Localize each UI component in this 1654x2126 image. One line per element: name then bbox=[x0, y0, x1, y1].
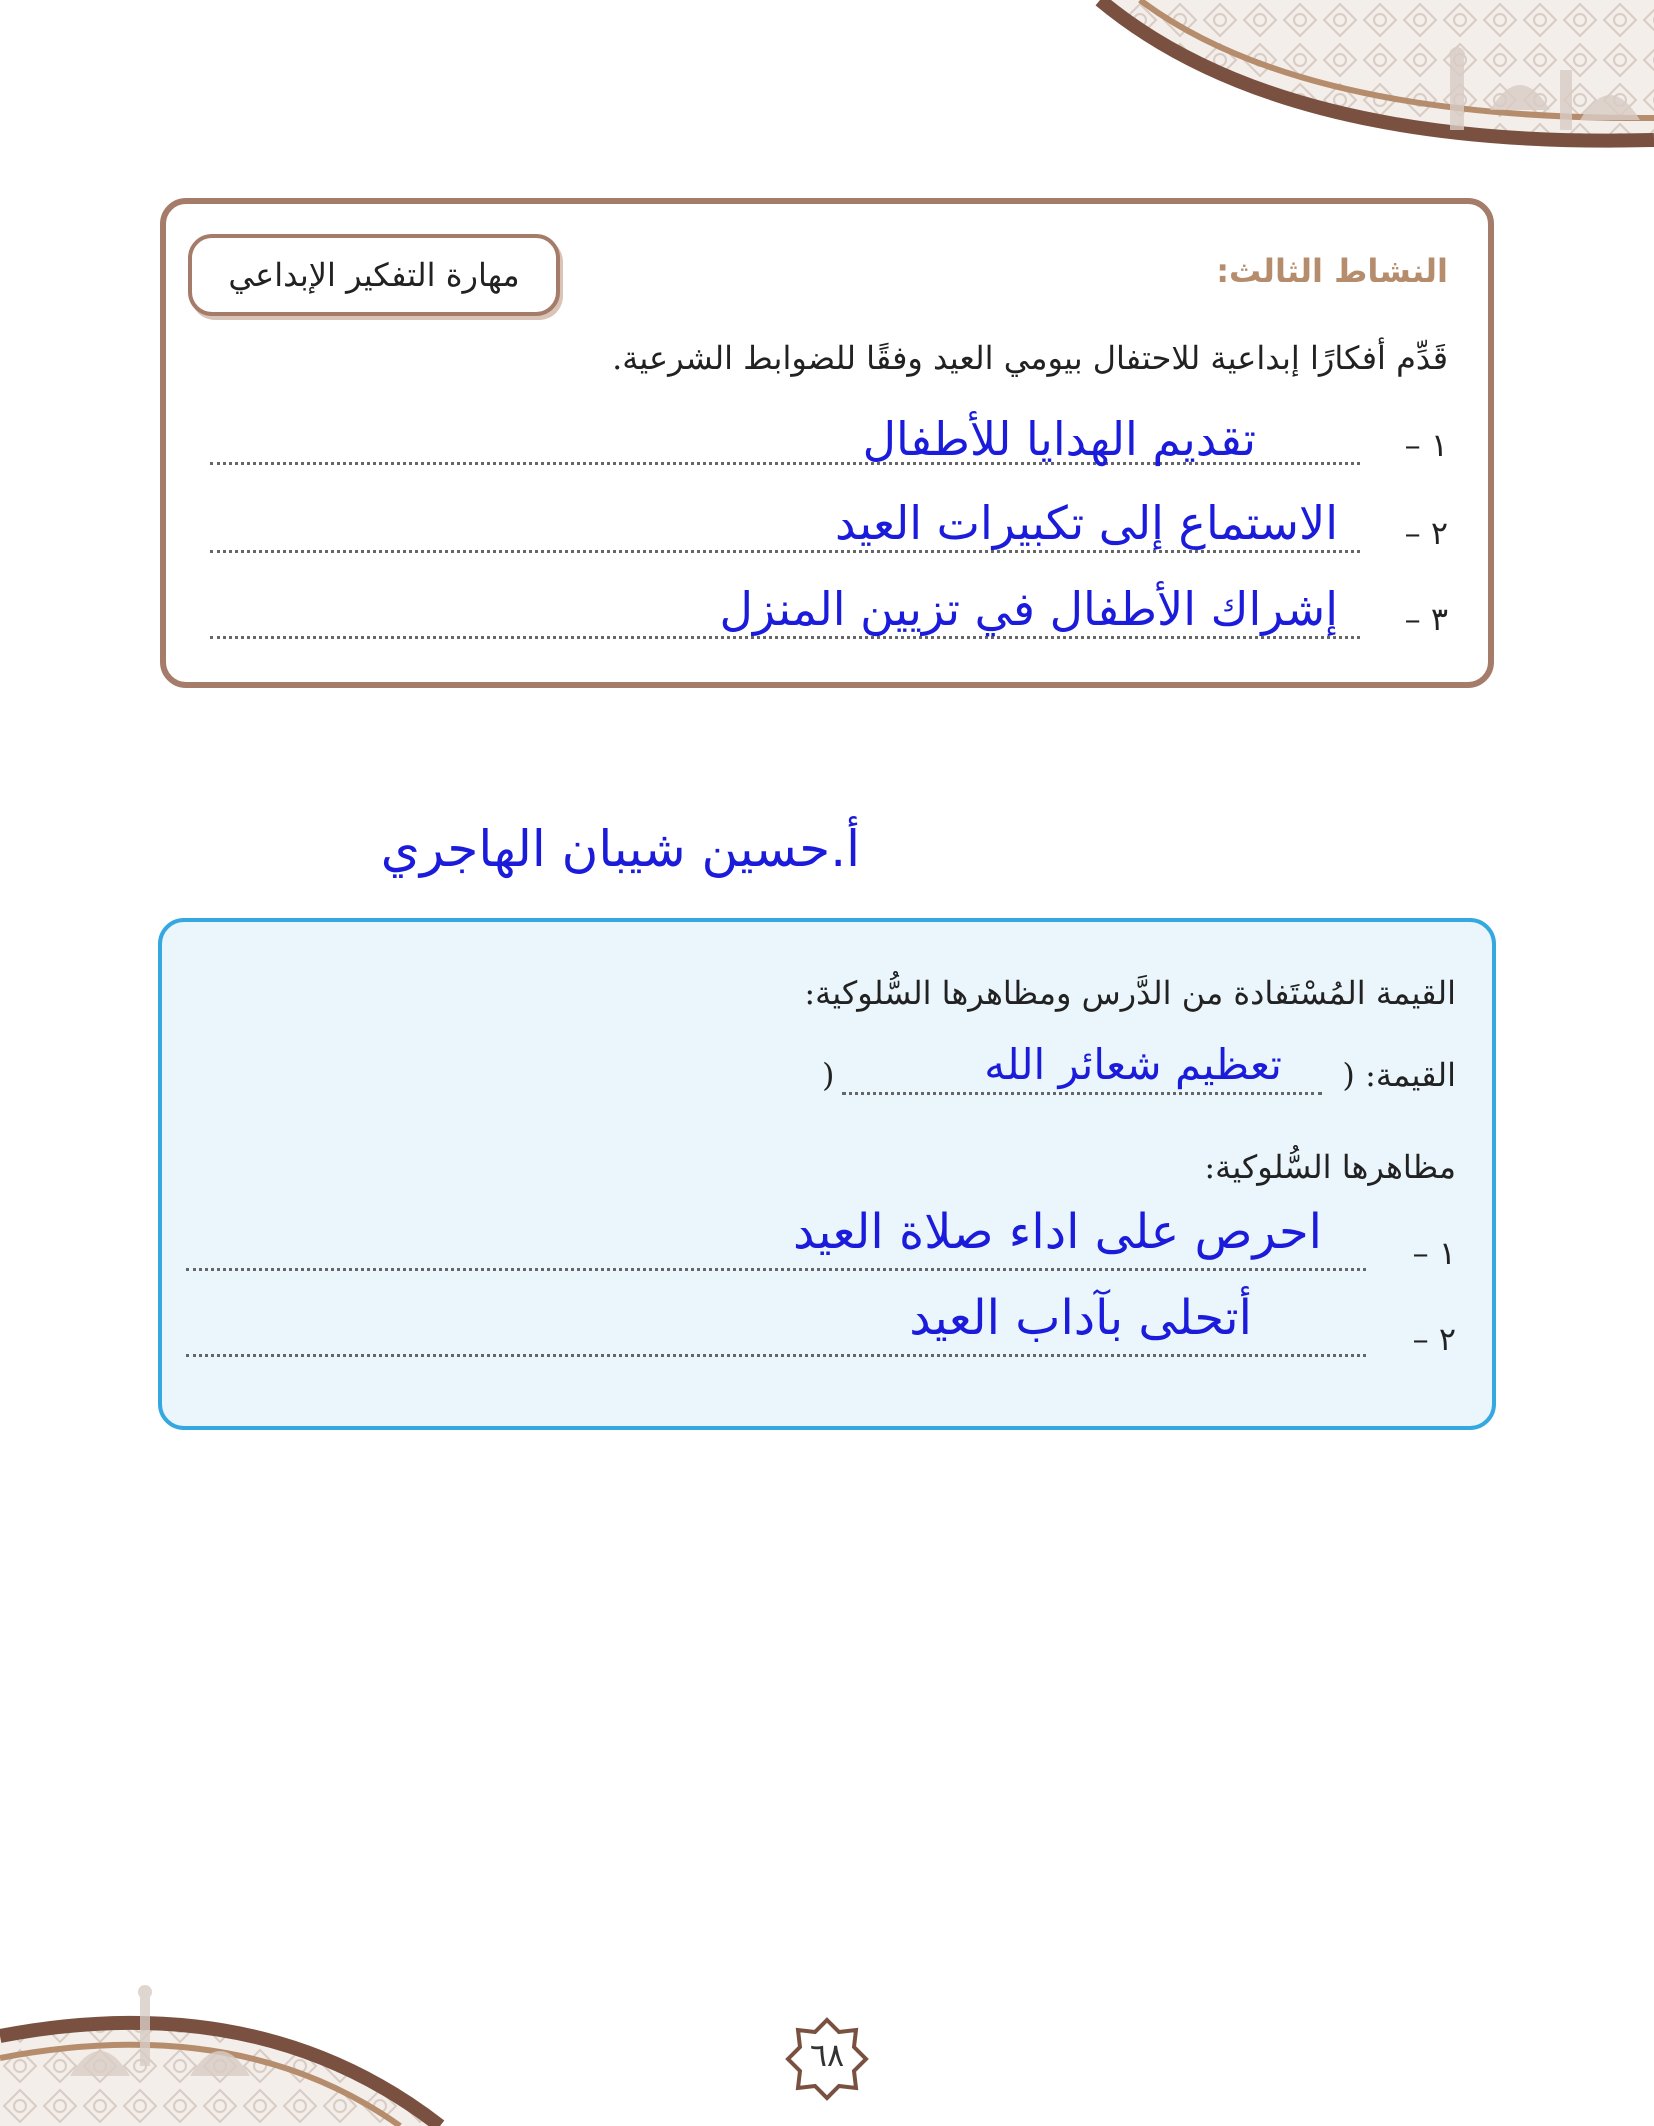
behaviors-label: مظاهرها السُّلوكية: bbox=[1204, 1148, 1456, 1186]
skill-badge: مهارة التفكير الإبداعي bbox=[188, 234, 560, 316]
activity-instruction: قَدِّم أفكارًا إبداعية للاحتفال بيومي العيد وفقًا للضوابط الشرعية. bbox=[612, 339, 1448, 377]
values-heading: القيمة المُسْتَفادة من الدَّرس ومظاهرها السُّلوكية: bbox=[804, 974, 1456, 1012]
behavior-answer: احرص على اداء صلاة العيد bbox=[792, 1204, 1322, 1260]
bottom-decoration bbox=[0, 1966, 460, 2126]
values-box bbox=[158, 918, 1496, 1430]
item-number: ١ – bbox=[1404, 426, 1448, 464]
behavior-number: ٢ – bbox=[1412, 1320, 1456, 1358]
behavior-answer: أتحلى بآداب العيد bbox=[909, 1290, 1252, 1346]
behavior-number: ١ – bbox=[1412, 1234, 1456, 1272]
behavior-answer-line bbox=[186, 1268, 1366, 1271]
answer-line bbox=[210, 636, 1360, 639]
activity-box bbox=[160, 198, 1494, 688]
page-number: ٦٨ bbox=[809, 2036, 845, 2074]
top-decoration bbox=[1080, 0, 1654, 160]
item-number: ٢ – bbox=[1404, 514, 1448, 552]
value-answer: تعظيم شعائر الله bbox=[984, 1040, 1282, 1089]
activity-title: النشاط الثالث: bbox=[1216, 252, 1448, 290]
value-answer-line bbox=[842, 1092, 1322, 1095]
value-label: القيمة: ( bbox=[1342, 1056, 1456, 1094]
author-name: أ.حسين شيبان الهاجري bbox=[380, 820, 860, 878]
item-number: ٣ – bbox=[1404, 600, 1448, 638]
handwritten-answer: إشراك الأطفال في تزيين المنزل bbox=[719, 582, 1338, 636]
value-close-paren: ) bbox=[822, 1056, 835, 1094]
handwritten-answer: تقديم الهدايا للأطفال bbox=[862, 412, 1256, 466]
answer-line bbox=[210, 550, 1360, 553]
behavior-answer-line bbox=[186, 1354, 1366, 1357]
handwritten-answer: الاستماع إلى تكبيرات العيد bbox=[835, 496, 1338, 550]
